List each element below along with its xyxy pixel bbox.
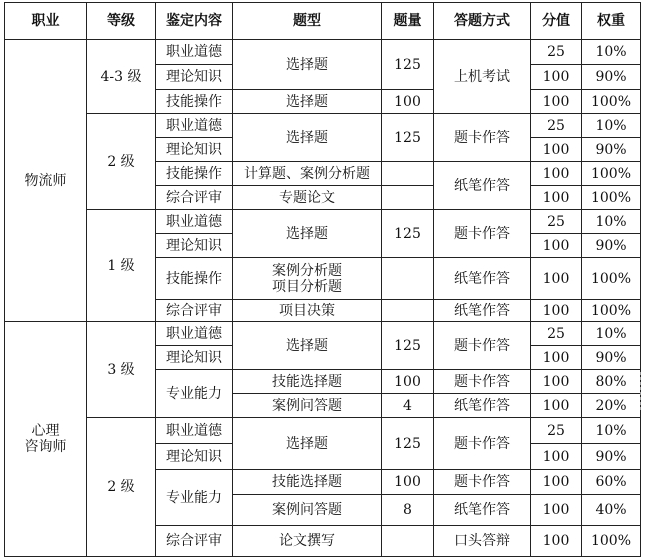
content-cell: 职业道德 (156, 40, 233, 65)
content-cell: 综合评审 (156, 526, 233, 557)
qty-cell: 125 (382, 322, 434, 370)
occupation-cell (5, 322, 87, 557)
score-cell: 25 (531, 114, 582, 138)
method-cell: 纸笔作答 (434, 258, 531, 300)
type-cell: 专题论文 (233, 186, 382, 210)
method-cell: 口头答辩 (434, 526, 531, 557)
weight-cell: 10% (582, 210, 641, 234)
header-row (5, 3, 641, 40)
weight-cell: 90% (582, 138, 641, 162)
weight-cell: 80% (582, 370, 641, 394)
weight-cell: 100% (582, 90, 641, 114)
method-cell: 题卡作答 (434, 114, 531, 162)
score-cell: 100 (531, 495, 582, 526)
score-cell: 100 (531, 526, 582, 557)
type-cell: 项目决策 (233, 300, 382, 322)
content-cell: 技能操作 (156, 162, 233, 186)
content-cell: 理论知识 (156, 65, 233, 90)
score-cell: 100 (531, 138, 582, 162)
table-row (5, 40, 641, 65)
qty-cell: 125 (382, 40, 434, 90)
content-cell: 理论知识 (156, 234, 233, 258)
table-row (5, 322, 641, 346)
weight-cell: 10% (582, 418, 641, 444)
level-cell: 3 级 (87, 322, 156, 418)
content-cell: 专业能力 (156, 370, 233, 418)
score-cell: 100 (531, 162, 582, 186)
qty-cell (382, 526, 434, 557)
type-line: 项目分析题 (272, 278, 342, 295)
score-cell: 100 (531, 300, 582, 322)
type-cell: 案例问答题 (233, 394, 382, 418)
content-cell: 理论知识 (156, 444, 233, 470)
type-line: 案例分析题 (272, 262, 342, 279)
weight-cell: 10% (582, 322, 641, 346)
weight-cell: 90% (582, 65, 641, 90)
score-cell: 100 (531, 370, 582, 394)
weight-cell: 100% (582, 186, 641, 210)
exam-table (4, 2, 641, 557)
method-cell: 题卡作答 (434, 322, 531, 370)
type-cell: 选择题 (233, 90, 382, 114)
qty-cell (382, 258, 434, 300)
header-cell: 职业 (5, 3, 87, 40)
method-cell: 纸笔作答 (434, 162, 531, 210)
score-cell: 100 (531, 470, 582, 495)
type-cell: 计算题、案例分析题 (233, 162, 382, 186)
content-cell: 技能操作 (156, 90, 233, 114)
method-cell: 题卡作答 (434, 370, 531, 394)
score-cell: 100 (531, 65, 582, 90)
content-cell: 职业道德 (156, 322, 233, 346)
method-cell: 纸笔作答 (434, 394, 531, 418)
type-cell: 案例问答题 (233, 495, 382, 526)
content-cell: 职业道德 (156, 210, 233, 234)
weight-cell: 60% (582, 470, 641, 495)
type-cell: 选择题 (233, 418, 382, 470)
content-cell: 专业能力 (156, 470, 233, 526)
type-cell: 论文撰写 (233, 526, 382, 557)
content-cell: 综合评审 (156, 186, 233, 210)
weight-cell: 90% (582, 346, 641, 370)
header-cell: 等级 (87, 3, 156, 40)
qty-cell: 125 (382, 210, 434, 258)
occupation-line: 咨询师 (24, 439, 67, 455)
weight-cell: 90% (582, 444, 641, 470)
method-cell: 题卡作答 (434, 418, 531, 470)
method-cell: 题卡作答 (434, 470, 531, 495)
scroll-edge-marker (640, 372, 643, 410)
score-cell: 100 (531, 186, 582, 210)
type-cell: 选择题 (233, 322, 382, 370)
score-cell: 100 (531, 258, 582, 300)
weight-cell: 100% (582, 258, 641, 300)
content-cell: 职业道德 (156, 418, 233, 444)
qty-cell: 125 (382, 418, 434, 470)
qty-cell (382, 162, 434, 186)
score-cell: 25 (531, 210, 582, 234)
level-cell: 4-3 级 (87, 40, 156, 114)
header-cell: 题量 (382, 3, 434, 40)
occupation-line: 心理 (31, 423, 60, 439)
header-cell: 权重 (582, 3, 641, 40)
qty-cell: 100 (382, 470, 434, 495)
header-cell: 分值 (531, 3, 582, 40)
qty-cell: 125 (382, 114, 434, 162)
type-cell: 选择题 (233, 114, 382, 162)
method-cell: 题卡作答 (434, 210, 531, 258)
level-cell: 1 级 (87, 210, 156, 322)
type-cell (233, 258, 382, 300)
qty-cell (382, 186, 434, 210)
qty-cell: 8 (382, 495, 434, 526)
method-cell: 上机考试 (434, 40, 531, 114)
method-cell: 纸笔作答 (434, 300, 531, 322)
qty-cell: 4 (382, 394, 434, 418)
score-cell: 25 (531, 418, 582, 444)
weight-cell: 20% (582, 394, 641, 418)
type-cell: 选择题 (233, 40, 382, 90)
weight-cell: 10% (582, 114, 641, 138)
type-cell: 技能选择题 (233, 370, 382, 394)
content-cell: 技能操作 (156, 258, 233, 300)
weight-cell: 100% (582, 162, 641, 186)
type-cell: 技能选择题 (233, 470, 382, 495)
qty-cell (382, 300, 434, 322)
score-cell: 25 (531, 322, 582, 346)
weight-cell: 10% (582, 40, 641, 65)
score-cell: 100 (531, 346, 582, 370)
table-row (5, 114, 641, 138)
qty-cell: 100 (382, 90, 434, 114)
level-cell: 2 级 (87, 418, 156, 557)
content-cell: 理论知识 (156, 138, 233, 162)
occupation-cell: 物流师 (5, 40, 87, 322)
header-cell: 答题方式 (434, 3, 531, 40)
qty-cell: 100 (382, 370, 434, 394)
header-cell: 鉴定内容 (156, 3, 233, 40)
score-cell: 100 (531, 394, 582, 418)
weight-cell: 90% (582, 234, 641, 258)
score-cell: 100 (531, 234, 582, 258)
score-cell: 100 (531, 90, 582, 114)
content-cell: 综合评审 (156, 300, 233, 322)
header-cell: 题型 (233, 3, 382, 40)
content-cell: 理论知识 (156, 346, 233, 370)
table-row (5, 418, 641, 444)
method-cell: 纸笔作答 (434, 495, 531, 526)
weight-cell: 100% (582, 526, 641, 557)
weight-cell: 40% (582, 495, 641, 526)
table-row (5, 210, 641, 234)
level-cell: 2 级 (87, 114, 156, 210)
type-cell: 选择题 (233, 210, 382, 258)
score-cell: 25 (531, 40, 582, 65)
weight-cell: 100% (582, 300, 641, 322)
content-cell: 职业道德 (156, 114, 233, 138)
score-cell: 100 (531, 444, 582, 470)
